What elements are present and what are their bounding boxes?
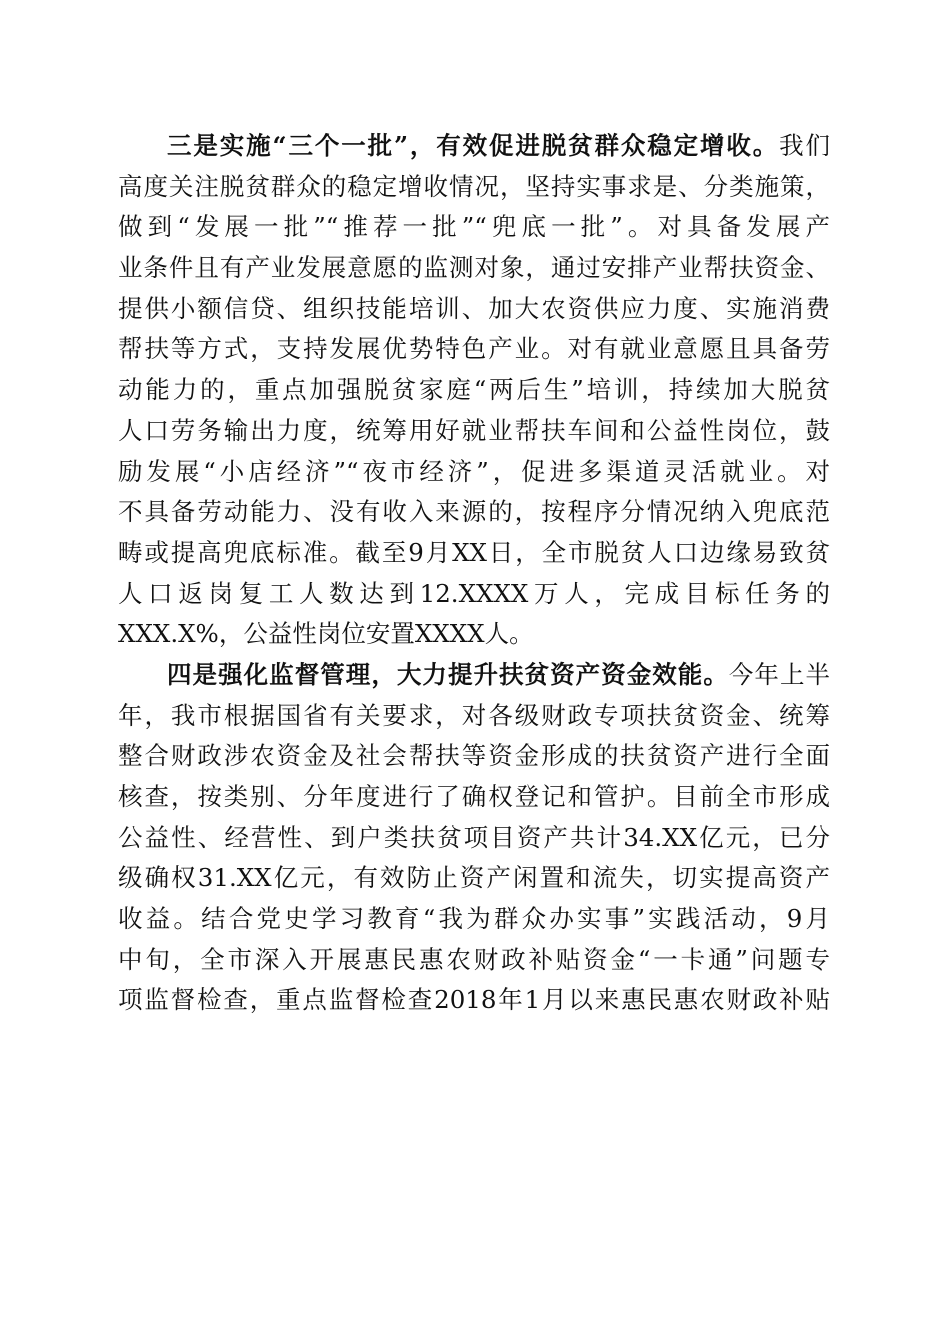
paragraph-1-text: 我们 — [779, 131, 830, 160]
paragraph-1-line-7: 动能力的，重点加强脱贫家庭“两后生”培训，持续加大脱贫 — [118, 375, 830, 405]
paragraph-1-lead: 三是实施“三个一批”，有效促进脱贫群众稳定增收。 — [167, 131, 780, 160]
paragraph-2-line-1 — [118, 655, 830, 696]
paragraph-2-line-5: 公益性、经营性、到户类扶贫项目资产共计34.XX亿元，已分 — [118, 822, 830, 852]
paragraph-2-line-4: 核查，按类别、分年度进行了确权登记和管护。目前全市形成 — [118, 782, 830, 811]
paragraph-2-line-2: 年，我市根据国省有关要求，对各级财政专项扶贫资金、统筹 — [118, 700, 830, 730]
paragraph-1-line-6: 帮扶等方式，支持发展优势特色产业。对有就业意愿且具备劳 — [118, 334, 830, 364]
paragraph-2-text: 今年上半 — [728, 659, 830, 689]
paragraph-2-line-6: 级确权31.XX亿元，有效防止资产闲置和流失，切实提高资产 — [118, 863, 830, 893]
paragraph-1-line-10: 不具备劳动能力、没有收入来源的，按程序分情况纳入兜底范 — [118, 497, 830, 527]
paragraph-2-line-7: 收益。结合党史学习教育“我为群众办实事”实践活动，9月 — [118, 904, 830, 934]
paragraph-1-line-4: 业条件且有产业发展意愿的监测对象，通过安排产业帮扶资金、 — [118, 253, 830, 283]
document-body — [118, 126, 830, 1021]
paragraph-1-line-8: 人口劳务输出力度，统筹用好就业帮扶车间和公益性岗位，鼓 — [118, 415, 830, 445]
paragraph-1-line-12: 人口返岗复工人数达到12.XXXX万人，完成目标任务的 — [118, 578, 830, 608]
paragraph-1-line-2: 高度关注脱贫群众的稳定增收情况，坚持实事求是、分类施策， — [118, 171, 830, 201]
paragraph-2-line-9: 项监督检查，重点监督检查2018年1月以来惠民惠农财政补贴 — [118, 985, 830, 1015]
paragraph-2-line-8: 中旬，全市深入开展惠民惠农财政补贴资金“一卡通”问题专 — [118, 944, 830, 974]
paragraph-1-line-5: 提供小额信贷、组织技能培训、加大农资供应力度、实施消费 — [118, 293, 830, 323]
paragraph-1-line-13: XXX.X%，公益性岗位安置XXXX人。 — [118, 619, 534, 649]
paragraph-1-line-9: 励发展“小店经济”“夜市经济”，促进多渠道灵活就业。对 — [118, 456, 830, 486]
paragraph-2-lead: 四是强化监督管理，大力提升扶贫资产资金效能。 — [167, 659, 729, 689]
paragraph-2-line-3: 整合财政涉农资金及社会帮扶等资金形成的扶贫资产进行全面 — [118, 741, 830, 771]
paragraph-1-line-11: 畴或提高兜底标准。截至9月XX日，全市脱贫人口边缘易致贫 — [118, 537, 830, 567]
paragraph-1-line-3: 做到“发展一批”“推荐一批”“兜底一批”。对具备发展产 — [118, 212, 830, 242]
paragraph-1-line-1 — [118, 126, 830, 167]
